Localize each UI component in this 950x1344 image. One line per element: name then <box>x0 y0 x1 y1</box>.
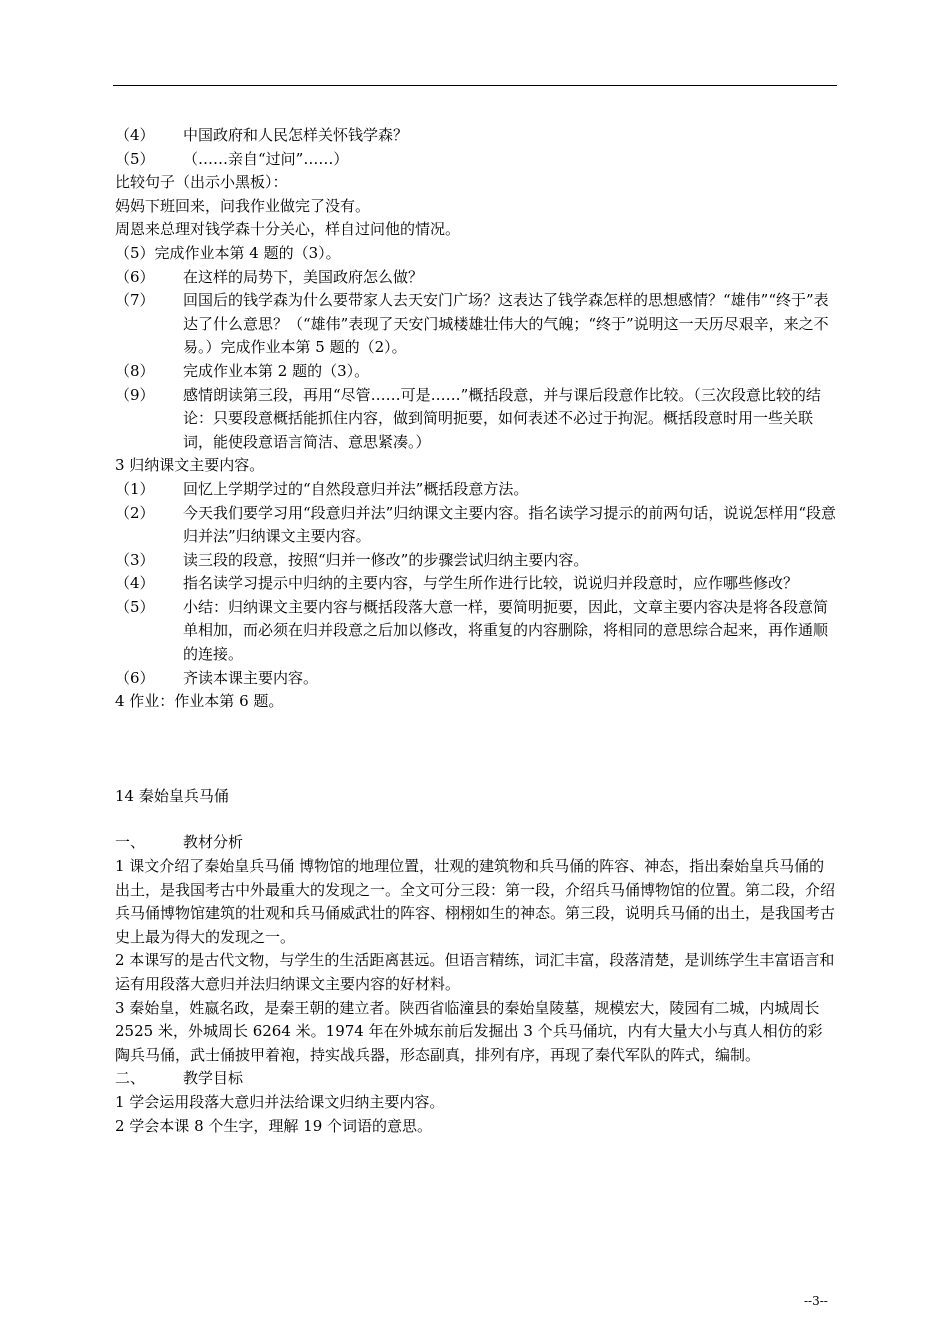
item-text: 指名读学习提示中归纳的主要内容，与学生所作进行比较，说说归并段意时，应作哪些修改？ <box>183 574 799 593</box>
document-body <box>115 124 837 1138</box>
text-line: 3 归纳课文主要内容。 <box>115 456 265 475</box>
item-text: 回国后的钱学森为什么要带家人去天安门广场？这表达了钱学森怎样的思想感情？“雄伟”“终于”表达了什么意思？（“雄伟”表现了天安门城楼雄壮伟大的气魄；“终于”说明这一天历尽艰辛，来之不易。）完成作业本第 5 题的（2）。 <box>183 291 829 357</box>
text-line: 4 作业：作业本第 6 题。 <box>115 692 284 711</box>
list-item <box>115 549 837 573</box>
page-number: --3-- <box>804 1294 828 1308</box>
section-heading-1 <box>115 831 837 855</box>
item-text: 回忆上学期学过的“自然段意归并法”概括段意方法。 <box>183 479 529 498</box>
item-text: 读三段的段意，按照“归并一修改”的步骤尝试归纳主要内容。 <box>183 550 589 569</box>
item-text: 感情朗读第三段，再用“尽管……可是……”概括段意，并与课后段意作比较。（三次段意比较的结论：只要段意概括能抓住内容，做到简明扼要，如何表述不必过于拘泥。概括段意时用一些关联词，能使段意语言简洁、意思紧凑。） <box>183 385 821 451</box>
item-number: （7） <box>115 291 155 310</box>
item-number: （6） <box>115 267 155 286</box>
header-rule <box>113 85 837 86</box>
list-item <box>115 502 837 549</box>
section-title: 教学目标 <box>183 1069 244 1088</box>
paragraph: 1 课文介绍了秦始皇兵马俑 博物馆的地理位置，壮观的建筑物和兵马俑的阵容、神态，指出秦始皇兵马俑的出土，是我国考古中外最重大的发现之一。全文可分三段：第一段，介绍兵马俑博物馆的位置。第二段，介绍兵马俑博物馆建筑的壮观和兵马俑威武壮的阵容、栩栩如生的神态。第三段，说明兵马俑的出土，是我国考古史上最为得大的发现之一。 <box>115 857 836 946</box>
item-number: （8） <box>115 361 155 380</box>
section-number: 一、 <box>115 833 146 852</box>
list-item <box>115 478 837 502</box>
item-number: （5） <box>115 597 155 616</box>
list-item <box>115 148 837 172</box>
item-text: 齐读本课主要内容。 <box>183 668 319 687</box>
item-number: （5） <box>115 149 155 168</box>
paragraph: 3 秦始皇，姓嬴名政，是秦王朝的建立者。陕西省临潼县的秦始皇陵墓，规模宏大，陵园有二城，内城周长 2525 米，外城周长 6264 米。1974 年在外城东前后发掘出 3 个兵马俑坑，内有大量大小与真人相仿的彩陶兵马俑，武士俑披甲着袍，持实战兵器，形态副真，排列有序，再现了秦代军队的阵式，编制。 <box>115 998 823 1064</box>
section-number: 二、 <box>115 1069 146 1088</box>
text-line: 比较句子（出示小黑板）： <box>115 173 288 192</box>
item-number: （4） <box>115 126 155 144</box>
item-number: （1） <box>115 479 155 498</box>
list-item <box>115 289 837 360</box>
list-item <box>115 572 837 596</box>
item-text: 今天我们要学习用“段意归并法”归纳课文主要内容。指名读学习提示的前两句话，说说怎样用“段意归并法”归纳课文主要内容。 <box>183 503 837 546</box>
section-title: 教材分析 <box>183 833 244 852</box>
list-item <box>115 596 837 667</box>
item-text: 中国政府和人民怎样关怀钱学森？ <box>183 126 409 144</box>
item-text: 在这样的局势下，美国政府怎么做？ <box>183 267 424 286</box>
list-item <box>115 667 837 691</box>
paragraph: 2 本课写的是古代文物，与学生的生活距离甚远。但语言精练，词汇丰富，段落清楚，是训练学生丰富语言和运有用段落大意归并法归纳课文主要内容的好材料。 <box>115 951 835 993</box>
paragraph: 1 学会运用段落大意归并法给课文归纳主要内容。 <box>115 1092 445 1111</box>
item-number: （6） <box>115 668 155 687</box>
text-line: 妈妈下班回来，问我作业做完了没有。 <box>115 196 371 215</box>
paragraph: 2 学会本课 8 个生字，理解 19 个词语的意思。 <box>115 1116 433 1135</box>
lesson-steps <box>115 124 837 714</box>
list-item <box>115 266 837 290</box>
item-number: （3） <box>115 550 155 569</box>
list-item <box>115 360 837 384</box>
item-number: （2） <box>115 503 155 522</box>
list-item <box>115 384 837 455</box>
item-number: （9） <box>115 385 155 404</box>
lesson-title: 14 秦始皇兵马俑 <box>115 786 229 805</box>
text-line: （5）完成作业本第 4 题的（3）。 <box>115 243 341 262</box>
item-text: 完成作业本第 2 题的（3）。 <box>183 361 370 380</box>
item-number: （4） <box>115 574 155 593</box>
section-heading-2 <box>115 1067 837 1091</box>
text-line: 周恩来总理对钱学森十分关心，样自过问他的情况。 <box>115 220 461 239</box>
list-item <box>115 124 837 148</box>
item-text: （……亲自“过问”……） <box>183 149 349 168</box>
item-text: 小结：归纳课文主要内容与概括段落大意一样，要简明扼要，因此，文章主要内容决是将各段意简单相加，而必须在归并段意之后加以修改，将重复的内容删除，将相同的意思综合起来，再作通顺的连接。 <box>183 597 829 664</box>
